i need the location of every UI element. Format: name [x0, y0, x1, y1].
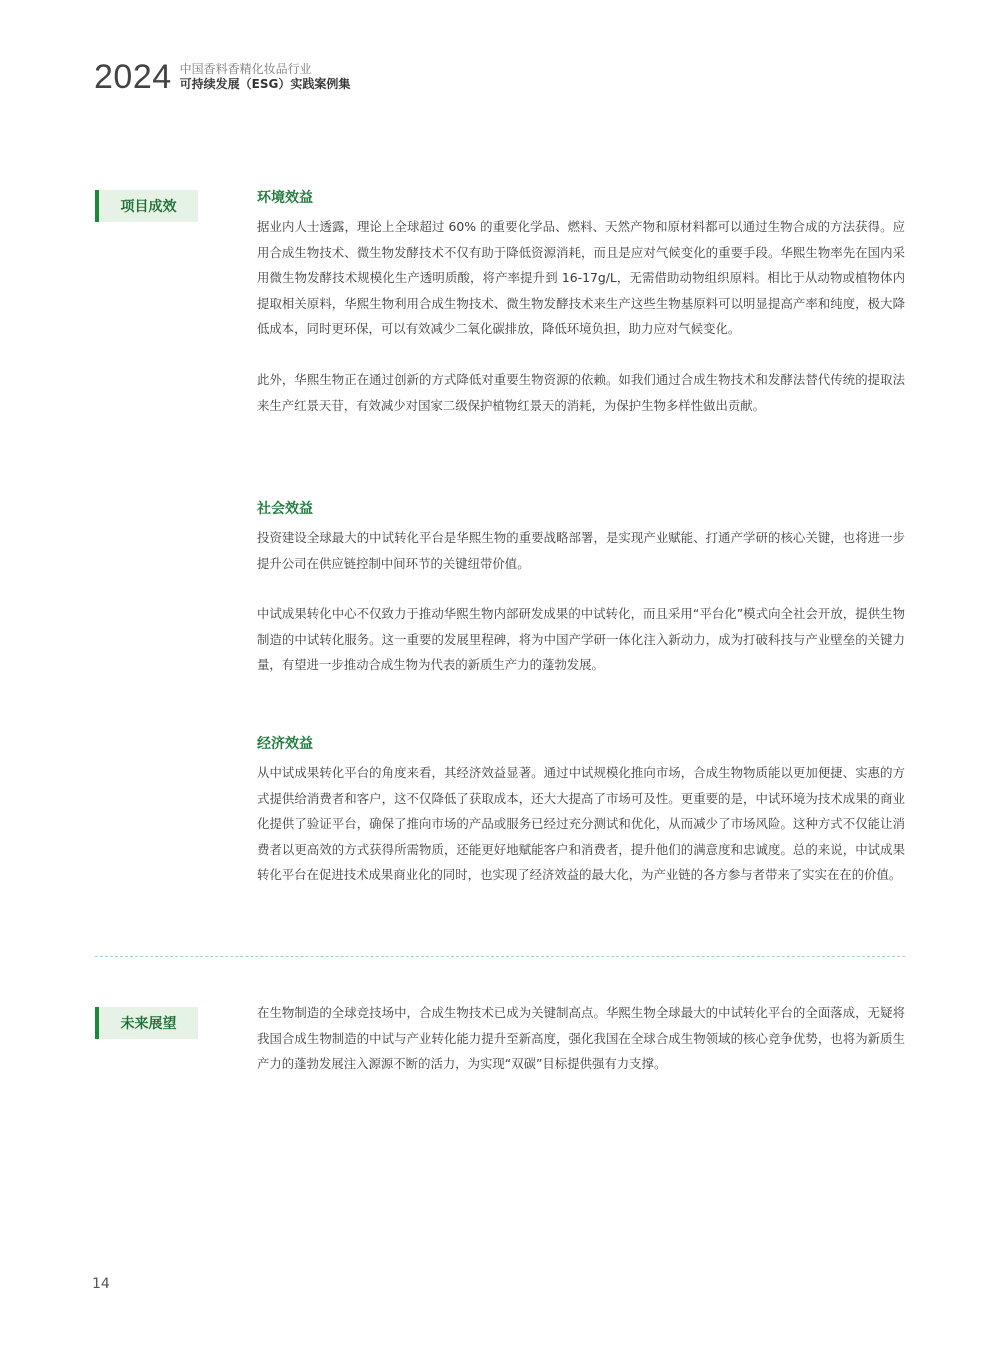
- outlook-paragraph-1: 在生物制造的全球竞技场中，合成生物技术已成为关键制高点。华熙生物全球最大的中试转化平台的全面落成，无疑将我国合成生物制造的中试与产业转化能力提升至新高度，强化我国在全球合成生物领域的核心竞争优势，也将为新质生产力的蓬勃发展注入源源不断的活力，为实现“双碳”目标提供强有力支撑。: [257, 1005, 905, 1072]
- section-tag-project-results: 项目成效: [95, 190, 198, 222]
- environmental-benefits-section: [257, 188, 905, 418]
- report-title-block: [180, 62, 351, 92]
- report-title-line1: 中国香料香精化妆品行业: [179, 62, 312, 76]
- economic-benefits-section: [257, 734, 905, 888]
- page-number: 14: [92, 1276, 110, 1292]
- economic-benefits-heading: 经济效益: [257, 736, 313, 752]
- social-benefits-heading: 社会效益: [257, 501, 313, 517]
- social-paragraph-2: 中试成果转化中心不仅致力于推动华熙生物内部研发成果的中试转化，而且采用“平台化”模式向全社会开放，提供生物制造的中试转化服务。这一重要的发展里程碑，将为中国产学研一体化注入新动力，成为打破科技与产业壁垒的关键力量，有望进一步推动合成生物为代表的新质生产力的蓬勃发展。: [257, 606, 905, 673]
- section-divider: [95, 956, 905, 957]
- section-tag-future-outlook: 未来展望: [95, 1007, 198, 1039]
- report-header: [94, 60, 350, 94]
- social-benefits-section: [257, 499, 905, 678]
- report-year: 2024: [94, 58, 172, 96]
- environmental-paragraph-2: 此外，华熙生物正在通过创新的方式降低对重要生物资源的依赖。如我们通过合成生物技术和发酵法替代传统的提取法来生产红景天苷，有效减少对国家二级保护植物红景天的消耗，为保护生物多样性做出贡献。: [257, 371, 905, 413]
- economic-paragraph-1: 从中试成果转化平台的角度来看，其经济效益显著。通过中试规模化推向市场，合成生物物质能以更加便捷、实惠的方式提供给消费者和客户，这不仅降低了获取成本，还大大提高了市场可及性。更重要的是，中试环境为技术成果的商业化提供了验证平台，确保了推向市场的产品或服务已经过充分测试和优化，从而减少了市场风险。这种方式不仅能让消费者以更高效的方式获得所需物质，还能更好地赋能客户和消费者，提升他们的满意度和忠诚度。总的来说，中试成果转化平台在促进技术成果商业化的同时，也实现了经济效益的最大化，为产业链的各方参与者带来了实实在在的价值。: [257, 765, 905, 883]
- social-paragraph-1: 投资建设全球最大的中试转化平台是华熙生物的重要战略部署，是实现产业赋能、打通产学研的核心关键，也将进一步提升公司在供应链控制中间环节的关键纽带价值。: [257, 530, 905, 571]
- environmental-benefits-heading: 环境效益: [257, 190, 313, 206]
- environmental-paragraph-1: 据业内人士透露，理论上全球超过 60% 的重要化学品、燃料、天然产物和原材料都可以通过生物合成的方法获得。应用合成生物技术、微生物发酵技术不仅有助于降低资源消耗，而且是应对气候变化的重要手段。华熙生物率先在国内采用微生物发酵技术规模化生产透明质酸，将产率提升到 16-17g/L，无需借助动物组织原料。相比于从动物或植物体内提取相关原料，华熙生物利用合成生物技术、微生物发酵技术来生产这些生物基原料可以明显提高产率和纯度，极大降低成本，同时更环保，可以有效减少二氧化碳排放，降低环境负担，助力应对气候变化。: [257, 219, 905, 337]
- report-title-line2: 可持续发展（ESG）实践案例集: [179, 77, 351, 91]
- future-outlook-section: [257, 1000, 905, 1077]
